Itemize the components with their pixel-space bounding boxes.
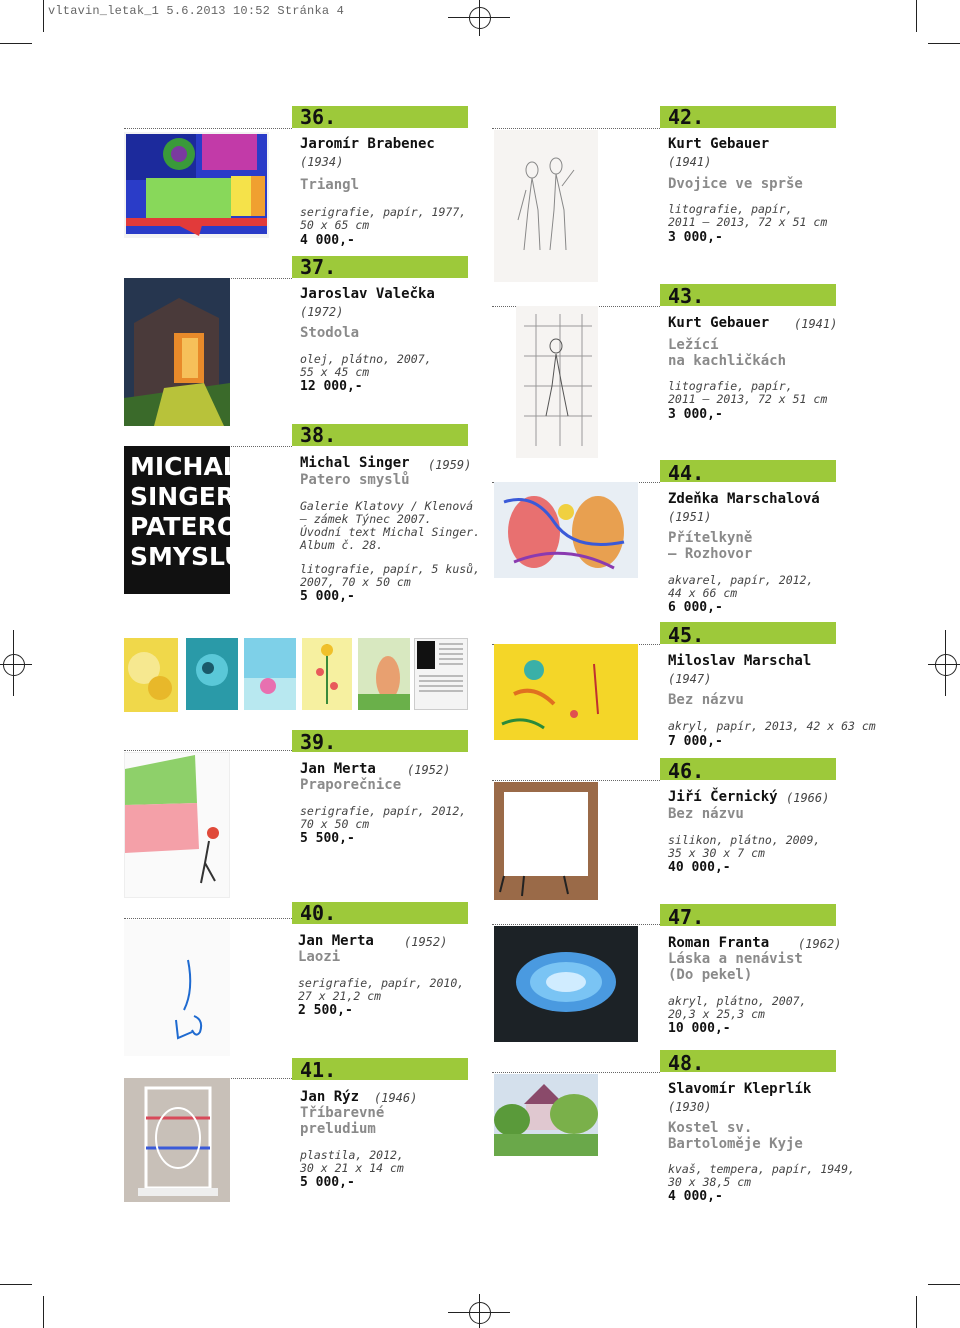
- artwork-medium: olej, plátno, 2007,: [300, 352, 432, 366]
- artwork-price: 6 000,-: [668, 600, 723, 615]
- registration-mark: [928, 664, 960, 665]
- artwork-title: Bartoloměje Kyje: [668, 1136, 803, 1152]
- artwork-dimensions: 30 x 38,5 cm: [668, 1175, 752, 1189]
- artwork-dimensions: 50 x 65 cm: [300, 218, 370, 232]
- item-number: 46.: [668, 759, 705, 783]
- artwork-print-1: [124, 638, 178, 712]
- artist-name: Michal Singer: [300, 455, 410, 471]
- item-number: 38.: [300, 423, 337, 447]
- dotted-rule: [492, 128, 660, 129]
- item-number: 36.: [300, 105, 337, 129]
- artwork-title: – Rozhovor: [668, 546, 753, 562]
- artwork-title: Tříbarevné: [300, 1105, 385, 1121]
- artwork-dimensions: 70 x 50 cm: [300, 817, 370, 831]
- artwork-title: Laozi: [298, 949, 341, 965]
- artwork-print-5: [358, 638, 410, 710]
- artwork-title: Patero smyslů: [300, 472, 410, 488]
- artwork-praporecnice: [124, 752, 230, 898]
- print-header: vltavin_letak_1 5.6.2013 10:52 Stránka 4: [48, 4, 345, 18]
- dotted-rule: [124, 128, 292, 129]
- artist-year: (1966): [786, 791, 830, 805]
- crop-mark: [928, 1284, 960, 1285]
- artist-year: (1934): [300, 155, 344, 169]
- artwork-lezici-na-kachlickach: [516, 306, 598, 458]
- artwork-price: 5 000,-: [300, 589, 355, 604]
- crop-mark: [43, 1296, 44, 1328]
- artwork-medium: akryl, plátno, 2007,: [668, 994, 807, 1008]
- dotted-rule: [492, 924, 660, 925]
- artwork-triangl: [124, 132, 269, 238]
- artwork-title: Přítelkyně: [668, 530, 753, 546]
- artwork-dimensions: 2011 – 2013, 72 x 51 cm: [668, 392, 828, 406]
- artwork-title: Dvojice ve sprše: [668, 176, 803, 192]
- artwork-medium: silikon, plátno, 2009,: [668, 833, 821, 847]
- artwork-price: 3 000,-: [668, 407, 723, 422]
- artwork-tribarevne-preludium: [124, 1078, 230, 1202]
- item-number: 48.: [668, 1051, 705, 1075]
- artwork-dimensions: 44 x 66 cm: [668, 586, 738, 600]
- registration-mark: [469, 7, 491, 29]
- artwork-pritelkyne-rozhovor: [494, 482, 638, 578]
- dotted-rule: [124, 918, 292, 919]
- artwork-title: Kostel sv.: [668, 1120, 753, 1136]
- item-number: 44.: [668, 461, 705, 485]
- artwork-bez-nazvu-cernicky: [494, 782, 598, 900]
- artwork-price: 3 000,-: [668, 230, 723, 245]
- crop-mark: [0, 43, 32, 44]
- registration-mark: [479, 0, 480, 36]
- crop-mark: [43, 0, 44, 32]
- crop-mark: [916, 0, 917, 32]
- artwork-title: Stodola: [300, 325, 360, 341]
- item-number: 43.: [668, 284, 705, 308]
- artwork-patero-smyslu-cover: MICHAL SINGER PATERO SMYSLŮ: [124, 446, 230, 594]
- publication-info: Úvodní text Michal Singer.: [300, 525, 481, 539]
- publication-info: Album č. 28.: [300, 538, 384, 552]
- artist-year: (1941): [794, 317, 838, 331]
- artist-year: (1952): [404, 935, 448, 949]
- item-number: 45.: [668, 623, 705, 647]
- artwork-print-3: [244, 638, 296, 710]
- artwork-print-4: [302, 638, 352, 710]
- artwork-stodola: [124, 278, 230, 426]
- artwork-bez-nazvu-marschal: [494, 644, 638, 740]
- registration-mark: [0, 664, 32, 665]
- artwork-title: Praporečnice: [300, 777, 402, 793]
- artwork-title: Bez názvu: [668, 806, 744, 822]
- artwork-print-2: [186, 638, 238, 710]
- artwork-laozi: [124, 920, 230, 1056]
- artwork-title: Láska a nenávist: [668, 951, 803, 967]
- artist-name: Jan Merta: [298, 933, 374, 949]
- item-number: 39.: [300, 730, 337, 754]
- artist-year: (1947): [668, 672, 712, 686]
- artwork-booklet: [414, 638, 468, 710]
- artist-name: Jaroslav Valečka: [300, 286, 435, 302]
- artist-year: (1952): [407, 763, 451, 777]
- crop-mark: [916, 1296, 917, 1328]
- dotted-rule: [492, 780, 660, 781]
- artist-year: (1959): [428, 458, 472, 472]
- artwork-kostel-sv-bartolomeje-kyje: [494, 1074, 598, 1156]
- dotted-rule: [492, 1072, 660, 1073]
- artwork-dimensions: 2011 – 2013, 72 x 51 cm: [668, 215, 828, 229]
- artist-name: Jan Merta: [300, 761, 376, 777]
- artwork-title: Triangl: [300, 177, 360, 193]
- artwork-medium: litografie, papír,: [668, 202, 793, 216]
- artwork-title: Bez názvu: [668, 692, 744, 708]
- registration-mark: [479, 1294, 480, 1328]
- artwork-dimensions: 35 x 30 x 7 cm: [668, 846, 765, 860]
- dotted-rule: [124, 750, 292, 751]
- artist-name: Roman Franta: [668, 935, 770, 951]
- artwork-price: 12 000,-: [300, 379, 363, 394]
- artwork-medium: serigrafie, papír, 2010,: [298, 976, 465, 990]
- artwork-dimensions: 30 x 21 x 14 cm: [300, 1161, 404, 1175]
- artwork-price: 4 000,-: [668, 1189, 723, 1204]
- artwork-medium: litografie, papír,: [668, 379, 793, 393]
- artwork-medium: kvaš, tempera, papír, 1949,: [668, 1162, 855, 1176]
- item-number: 42.: [668, 105, 705, 129]
- artist-year: (1972): [300, 305, 344, 319]
- artwork-medium: serigrafie, papír, 2012,: [300, 804, 467, 818]
- artist-year: (1951): [668, 510, 712, 524]
- artwork-medium: litografie, papír, 5 kusů,: [300, 562, 481, 576]
- artwork-title: preludium: [300, 1121, 376, 1137]
- item-number: 47.: [668, 905, 705, 929]
- artwork-dimensions: 55 x 45 cm: [300, 365, 370, 379]
- crop-mark: [928, 43, 960, 44]
- artwork-title: Ležící: [668, 337, 719, 353]
- artwork-medium: akryl, papír, 2013, 42 x 63 cm: [668, 719, 876, 733]
- artwork-dvojice-ve-sprse: [494, 130, 598, 282]
- artist-name: Jiří Černický: [668, 789, 778, 805]
- artist-name: Kurt Gebauer: [668, 315, 770, 331]
- registration-mark: [469, 1302, 491, 1324]
- artwork-medium: serigrafie, papír, 1977,: [300, 205, 467, 219]
- artwork-dimensions: 2007, 70 x 50 cm: [300, 575, 411, 589]
- artist-name: Slavomír Kleprlík: [668, 1081, 812, 1097]
- artwork-price: 40 000,-: [668, 860, 731, 875]
- artist-name: Miloslav Marschal: [668, 653, 812, 669]
- publication-info: – zámek Týnec 2007.: [300, 512, 432, 526]
- artist-year: (1962): [798, 937, 842, 951]
- artwork-medium: akvarel, papír, 2012,: [668, 573, 814, 587]
- registration-mark: [3, 654, 25, 676]
- artwork-title: (Do pekel): [668, 967, 753, 983]
- item-number: 37.: [300, 255, 337, 279]
- artwork-price: 5 000,-: [300, 1175, 355, 1190]
- artwork-price: 4 000,-: [300, 233, 355, 248]
- artwork-price: 10 000,-: [668, 1021, 731, 1036]
- artwork-price: 2 500,-: [298, 1003, 353, 1018]
- artwork-dimensions: 20,3 x 25,3 cm: [668, 1007, 765, 1021]
- registration-mark: [935, 654, 957, 676]
- artwork-price: 7 000,-: [668, 734, 723, 749]
- registration-mark: [945, 630, 946, 696]
- artist-year: (1946): [374, 1091, 418, 1105]
- crop-mark: [0, 1284, 32, 1285]
- artwork-price: 5 500,-: [300, 831, 355, 846]
- artist-year: (1930): [668, 1100, 712, 1114]
- artist-name: Jan Rýz: [300, 1089, 360, 1105]
- artist-year: (1941): [668, 155, 712, 169]
- artist-name: Kurt Gebauer: [668, 136, 770, 152]
- item-number: 41.: [300, 1058, 337, 1082]
- artwork-title: na kachličkách: [668, 353, 787, 369]
- item-number: 40.: [300, 901, 337, 925]
- artist-name: Zdeňka Marschalová: [668, 491, 820, 507]
- publication-info: Galerie Klatovy / Klenová: [300, 499, 474, 513]
- artwork-medium: plastila, 2012,: [300, 1148, 404, 1162]
- registration-mark: [13, 630, 14, 696]
- artwork-laska-a-nenavist: [494, 926, 638, 1042]
- artwork-dimensions: 27 x 21,2 cm: [298, 989, 382, 1003]
- artist-name: Jaromír Brabenec: [300, 136, 435, 152]
